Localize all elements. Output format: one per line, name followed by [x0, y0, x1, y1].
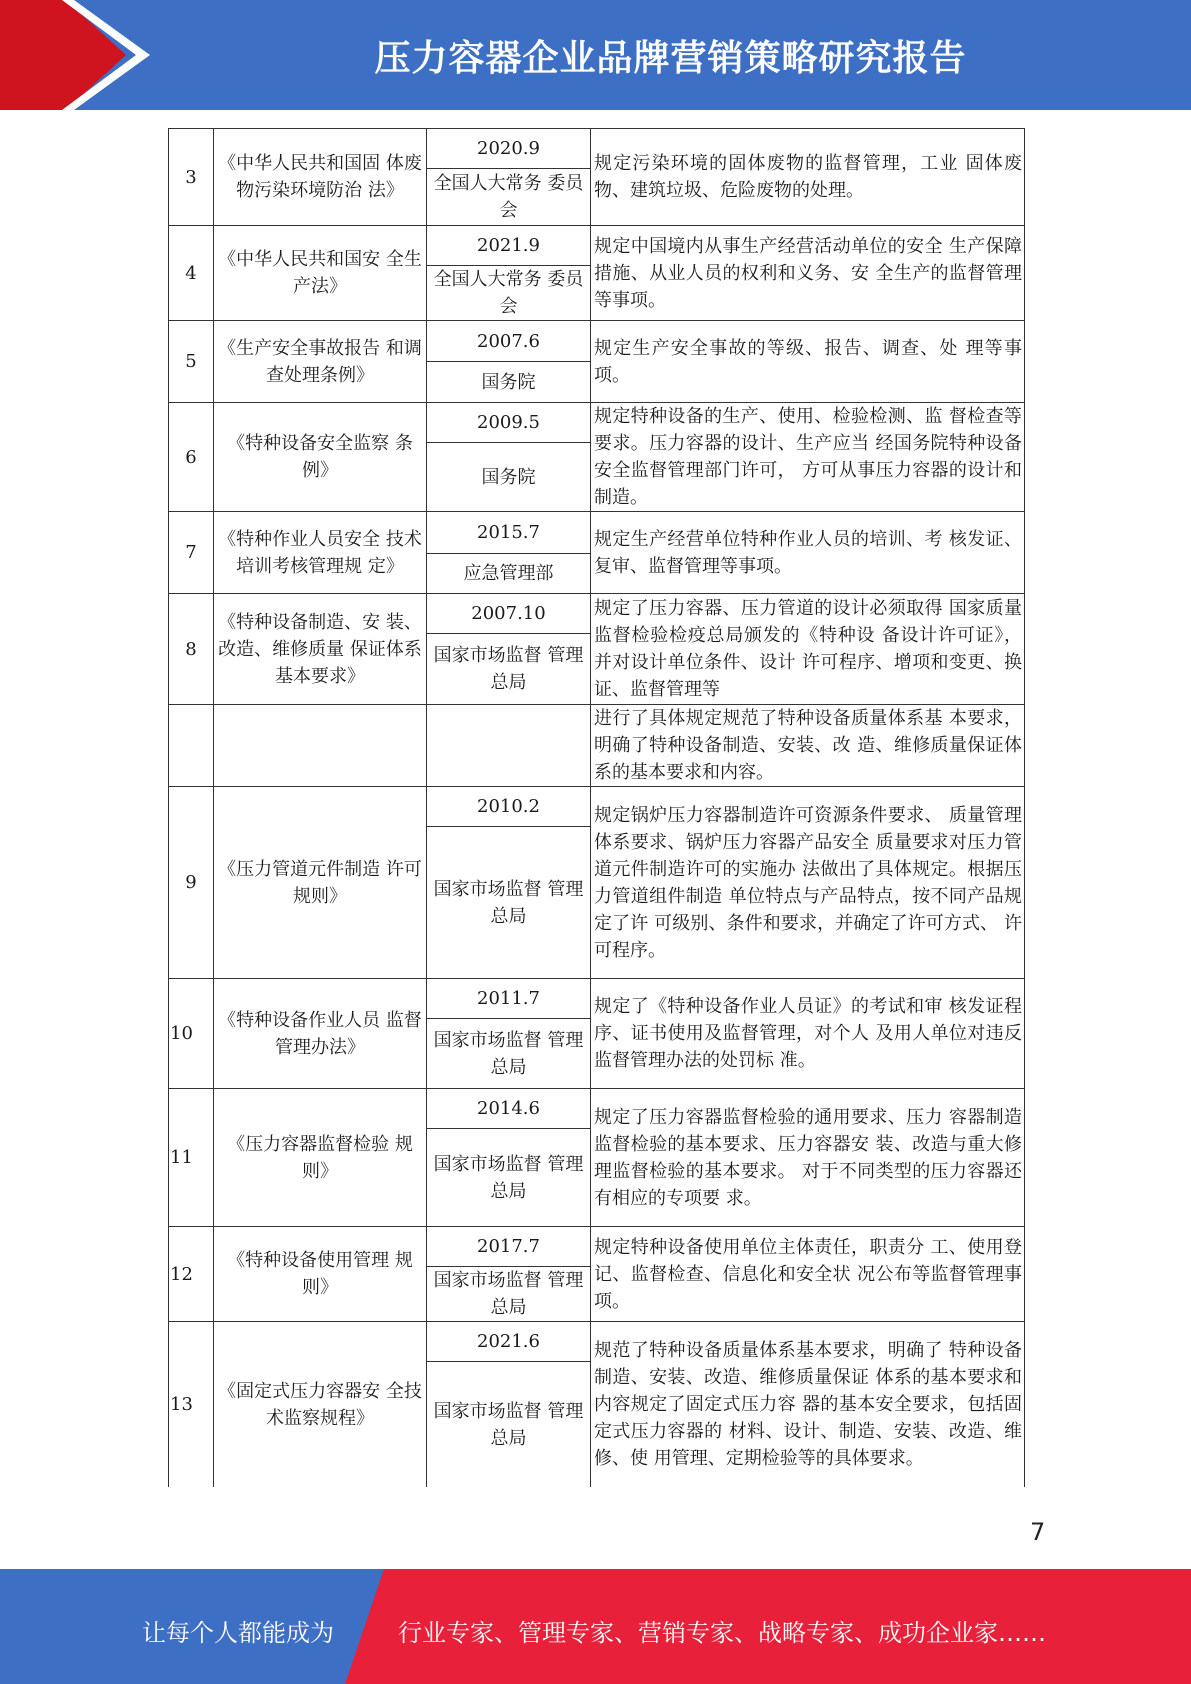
date-org-cell: [427, 787, 591, 978]
table-row: [169, 129, 1024, 226]
regulation-date: 2010.2: [427, 787, 590, 827]
issuing-authority: 全国人大常务 委员会: [433, 173, 584, 221]
regulation-description: 规定了压力容器、压力管道的设计必须取得 国家质量监督检验检疫总局颁发的《特种设 备设计许可证》，并对设计单位条件、设计 许可程序、增项和变更、换证、监督管理等: [594, 598, 1022, 700]
row-number: 6: [169, 403, 214, 511]
table-row: [169, 1322, 1024, 1487]
row-number: 3: [169, 129, 214, 225]
regulation-name: 《中华人民共和国固 体废物污染环境防治 法》: [214, 129, 427, 225]
row-number: 12: [169, 1227, 214, 1321]
date-org-cell: [427, 321, 591, 402]
date-org-cell: [427, 705, 591, 786]
table-row: [169, 403, 1024, 512]
row-number: 10: [169, 979, 214, 1088]
row-number: 5: [169, 321, 214, 402]
row-number: 8: [169, 594, 214, 704]
date-org-cell: [427, 129, 591, 225]
regulation-description: 规定生产安全事故的等级、报告、调查、处 理等事项。: [594, 337, 1022, 386]
regulation-date: 2021.6: [427, 1322, 590, 1362]
regulation-name: 《特种设备作业人员 监督管理办法》: [214, 979, 427, 1088]
row-number: 4: [169, 226, 214, 320]
regulation-name: 《特种作业人员安全 技术培训考核管理规 定》: [214, 512, 427, 593]
row-number: 9: [169, 787, 214, 978]
row-number: 7: [169, 512, 214, 593]
table-row: [169, 1089, 1024, 1227]
issuing-authority: 国家市场监督 管理总局: [433, 1270, 584, 1318]
header-red-arrow: [0, 0, 150, 110]
issuing-authority: 国务院: [481, 466, 536, 488]
table-row: [169, 1227, 1024, 1322]
regulation-name: 《压力容器监督检验 规则》: [214, 1089, 427, 1226]
issuing-authority: 国家市场监督 管理总局: [433, 1400, 584, 1449]
page-title: 压力容器企业品牌营销策略研究报告: [374, 38, 967, 79]
regulation-description: 规定锅炉压力容器制造许可资源条件要求、 质量管理体系要求、锅炉压力容器产品安全 质量要求对压力管道元件制造许可的实施办 法做出了具体规定。根据压力管道组件制造 单位特点与产品特点，按不同产品规定了许 可级别、条件和要求，并确定了许可方式、 许可程序。: [594, 804, 1022, 961]
issuing-authority: 国务院: [481, 371, 536, 393]
regulation-description: 规定了压力容器监督检验的通用要求、压力 容器制造监督检验的基本要求、压力容器安 装、改造与重大修理监督检验的基本要求。 对于不同类型的压力容器还有相应的专项要 求。: [594, 1106, 1022, 1209]
regulation-name: 《压力管道元件制造 许可规则》: [214, 787, 427, 978]
regulation-name: 《特种设备制造、安 装、改造、维修质量 保证体系基本要求》: [214, 594, 427, 704]
regulation-name: 《中华人民共和国安 全生产法》: [214, 226, 427, 320]
row-number: 11: [169, 1089, 214, 1226]
regulation-description: 规定了《特种设备作业人员证》的考试和审 核发证程序、证书使用及监督管理，对个人 及用人单位对违反监督管理办法的处罚标 准。: [594, 996, 1022, 1071]
regulation-name: [214, 705, 427, 786]
date-org-cell: [427, 1322, 591, 1487]
regulation-description: 规定生产经营单位特种作业人员的培训、考 核发证、复审、监督管理等事项。: [594, 528, 1022, 577]
regulation-date: 2007.10: [427, 594, 590, 634]
table-row: [169, 512, 1024, 594]
regulation-date: 2021.9: [427, 226, 590, 266]
date-org-cell: [427, 226, 591, 320]
date-org-cell: [427, 1089, 591, 1226]
regulation-description: 规定污染环境的固体废物的监督管理，工业 固体废物、建筑垃圾、危险废物的处理。: [594, 153, 1022, 201]
date-org-cell: [427, 403, 591, 511]
issuing-authority: 国家市场监督 管理总局: [433, 645, 584, 693]
regulation-description: 规定特种设备的生产、使用、检验检测、监 督检查等要求。压力容器的设计、生产应当 经国务院特种设备安全监督管理部门许可， 方可从事压力容器的设计和制造。: [594, 406, 1022, 508]
regulation-date: 2014.6: [427, 1089, 590, 1129]
issuing-authority: 全国人大常务 委员会: [433, 269, 584, 317]
row-number: [169, 705, 214, 786]
regulation-name: 《特种设备使用管理 规则》: [214, 1227, 427, 1321]
regulations-table: [168, 128, 1025, 1487]
regulation-name: 《特种设备安全监察 条例》: [214, 403, 427, 511]
regulation-date: 2020.9: [427, 129, 590, 169]
regulation-name: 《生产安全事故报告 和调查处理条例》: [214, 321, 427, 402]
date-org-cell: [427, 512, 591, 593]
regulation-description: 进行了具体规定规范了特种设备质量体系基 本要求，明确了特种设备制造、安装、改 造、维修质量保证体系的基本要求和内容。: [594, 708, 1022, 783]
page-number: 7: [1030, 1518, 1046, 1546]
row-number: 13: [169, 1322, 214, 1487]
regulation-description: 规定中国境内从事生产经营活动单位的安全 生产保障措施、从业人员的权利和义务、安 全生产的监督管理等事项。: [594, 235, 1022, 311]
regulation-date: 2009.5: [427, 403, 590, 443]
issuing-authority: 国家市场监督 管理总局: [433, 1029, 584, 1078]
issuing-authority: 国家市场监督 管理总局: [433, 1153, 584, 1202]
table-row: [169, 787, 1024, 979]
regulation-name: 《固定式压力容器安 全技术监察规程》: [214, 1322, 427, 1487]
regulation-date: 2011.7: [427, 979, 590, 1019]
footer-slogan-left: 让每个人都能成为: [142, 1619, 334, 1647]
table-row: [169, 705, 1024, 787]
date-org-cell: [427, 594, 591, 704]
table-row: [169, 594, 1024, 705]
date-org-cell: [427, 1227, 591, 1321]
regulation-description: 规范了特种设备质量体系基本要求，明确了 特种设备制造、安装、改造、维修质量保证 体系的基本要求和内容规定了固定式压力容 器的基本安全要求，包括固定式压力容器的 材料、设计、制造、安装、改造、维修、使 用管理、定期检验等的具体要求。: [594, 1340, 1022, 1469]
issuing-authority: 国家市场监督 管理总局: [433, 878, 584, 927]
table-row: [169, 321, 1024, 403]
regulation-date: 2017.7: [427, 1227, 590, 1267]
issuing-authority: 应急管理部: [463, 563, 554, 584]
footer-banner: [0, 1569, 1191, 1684]
regulation-date: 2015.7: [427, 512, 590, 554]
table-row: [169, 979, 1024, 1089]
date-org-cell: [427, 979, 591, 1088]
header-banner: [0, 0, 1191, 110]
regulation-date: 2007.6: [427, 321, 590, 362]
footer-slogan-right: 行业专家、管理专家、营销专家、战略专家、成功企业家……: [398, 1619, 1046, 1647]
regulation-description: 规定特种设备使用单位主体责任，职责分 工、使用登记、监督检查、信息化和安全状 况公布等监督管理事项。: [594, 1236, 1022, 1312]
table-row: [169, 226, 1024, 321]
